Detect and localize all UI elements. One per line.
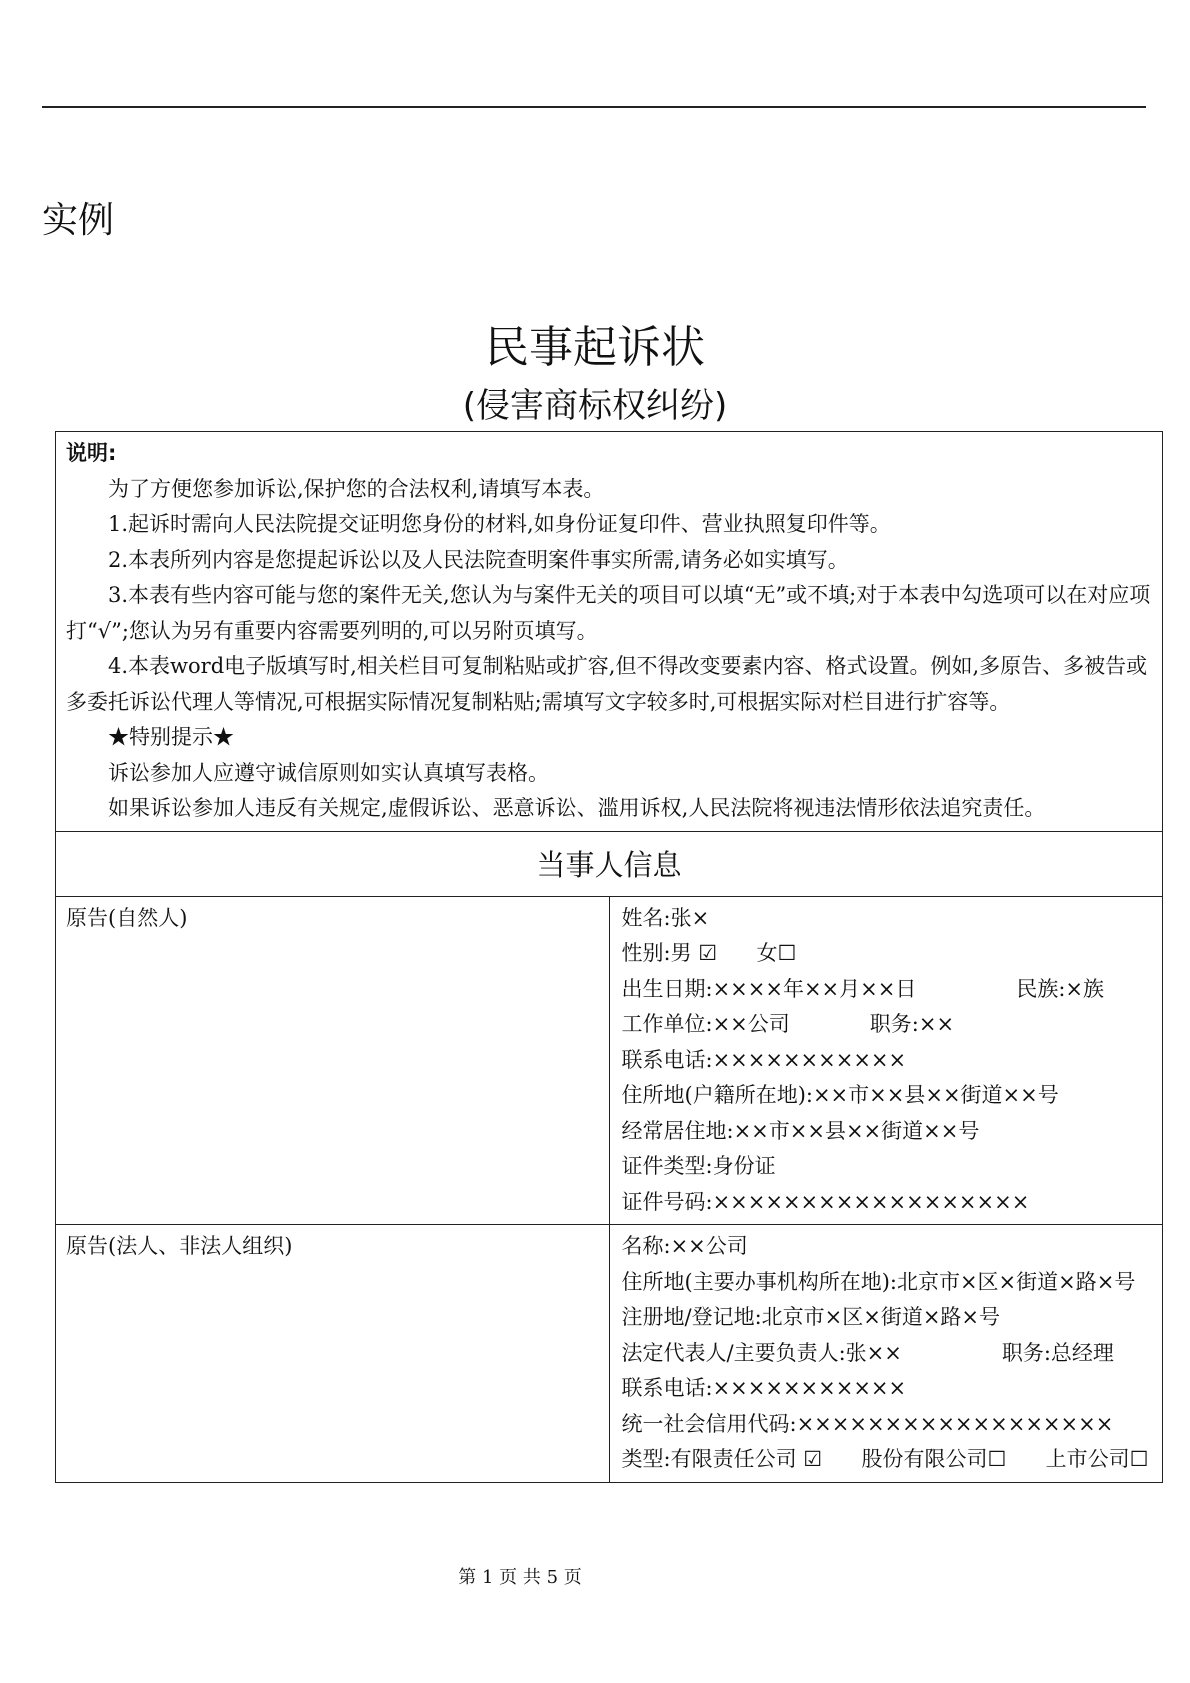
notes-section [56, 432, 1163, 832]
gender-female-label: 女 [756, 941, 778, 965]
notes-item-2: 2.本表所列内容是您提起诉讼以及人民法院查明案件事实所需,请务必如实填写。 [108, 547, 849, 572]
entity-rep-row [622, 1336, 1151, 1372]
legal-entity-details [609, 1225, 1163, 1483]
plaintiff-id-number: 证件号码:×××××××××××××××××× [621, 1189, 1030, 1214]
complaint-form-table [55, 431, 1163, 1483]
document-subtitle: (侵害商标权纠纷) [462, 386, 728, 426]
ethnicity: 民族:×族 [1016, 976, 1105, 1001]
representative-position: 职务:总经理 [1001, 1340, 1114, 1365]
plaintiff-phone: 联系电话:××××××××××× [621, 1047, 907, 1072]
entity-type-row [622, 1442, 1151, 1478]
plaintiff-birth-row [622, 972, 1151, 1008]
gender-label: 性别: [621, 941, 671, 965]
notes-intro: 为了方便您参加诉讼,保护您的合法权利,请填写本表。 [108, 476, 605, 501]
notes-item-1: 1.起诉时需向人民法院提交证明您身份的材料,如身份证复印件、营业执照复印件等。 [108, 512, 891, 536]
notes-item-4: 4.本表word电子版填写时,相关栏目可复制粘贴或扩容,但不得改变要素内容、格式设置。例如,多原告、多被告或多委托诉讼代理人等情况,可根据实际情况复制粘贴;需填写文字较多时,可根据实际对栏目进行扩容等。 [66, 654, 1148, 714]
entity-type-label: 类型: [621, 1447, 671, 1471]
type-ltd-checkbox[interactable]: ☑ [803, 1447, 823, 1471]
gender-male-label: 男 [670, 941, 692, 965]
plaintiff-employer-row [622, 1007, 1151, 1043]
special-tip-heading: ★特别提示★ [108, 725, 234, 749]
notes-heading: 说明: [66, 441, 117, 465]
type-joint-stock-label: 股份有限公司 [861, 1447, 988, 1471]
entity-domicile: 住所地(主要办事机构所在地):北京市×区×街道×路×号 [621, 1269, 1136, 1294]
header-rule [42, 106, 1146, 108]
birth-date: 出生日期:××××年××月××日 [621, 976, 917, 1001]
type-listed-label: 上市公司 [1045, 1447, 1130, 1471]
legal-representative: 法定代表人/主要负责人:张×× [621, 1340, 902, 1365]
party-info-section-title: 当事人信息 [56, 831, 1163, 896]
notes-item-3: 3.本表有些内容可能与您的案件无关,您认为与案件无关的项目可以填“无”或不填;对于本表中勾选项可以在对应项打“√”;您认为另有重要内容需要列明的,可以另附页填写。 [66, 583, 1151, 643]
natural-person-details [609, 896, 1163, 1225]
type-ltd-label: 有限责任公司 [670, 1447, 797, 1471]
plaintiff-gender-row [622, 936, 1151, 972]
plaintiff-residence: 经常居住地:××市××县××街道××号 [621, 1118, 980, 1143]
document-title: 民事起诉状 [485, 322, 705, 373]
type-listed-checkbox[interactable]: ☐ [1129, 1447, 1149, 1471]
example-label: 实例 [42, 200, 115, 241]
special-tip-2: 如果诉讼参加人违反有关规定,虚假诉讼、恶意诉讼、滥用诉权,人民法院将视违法情形依法追究责任。 [108, 796, 1046, 820]
plaintiff-domicile: 住所地(户籍所在地):××市××县××街道××号 [621, 1083, 1059, 1107]
entity-credit-code: 统一社会信用代码:×××××××××××××××××× [621, 1411, 1114, 1436]
entity-name: 名称:××公司 [621, 1234, 748, 1258]
page-number: 第 1 页 共 5 页 [458, 1567, 582, 1588]
plaintiff-name: 姓名:张× [621, 905, 710, 930]
entity-registered-address: 注册地/登记地:北京市×区×街道×路×号 [621, 1305, 1001, 1329]
entity-phone: 联系电话:××××××××××× [621, 1376, 907, 1400]
job-position: 职务:×× [869, 1012, 955, 1036]
employer: 工作单位:××公司 [621, 1012, 790, 1036]
special-tip-1: 诉讼参加人应遵守诚信原则如实认真填写表格。 [108, 760, 549, 785]
plaintiff-id-type: 证件类型:身份证 [621, 1154, 776, 1178]
legal-entity-label: 原告(法人、非法人组织) [56, 1225, 610, 1483]
type-joint-stock-checkbox[interactable]: ☐ [987, 1447, 1007, 1471]
gender-female-checkbox[interactable]: ☐ [777, 941, 797, 965]
natural-person-label: 原告(自然人) [56, 896, 610, 1225]
gender-male-checkbox[interactable]: ☑ [698, 941, 718, 965]
